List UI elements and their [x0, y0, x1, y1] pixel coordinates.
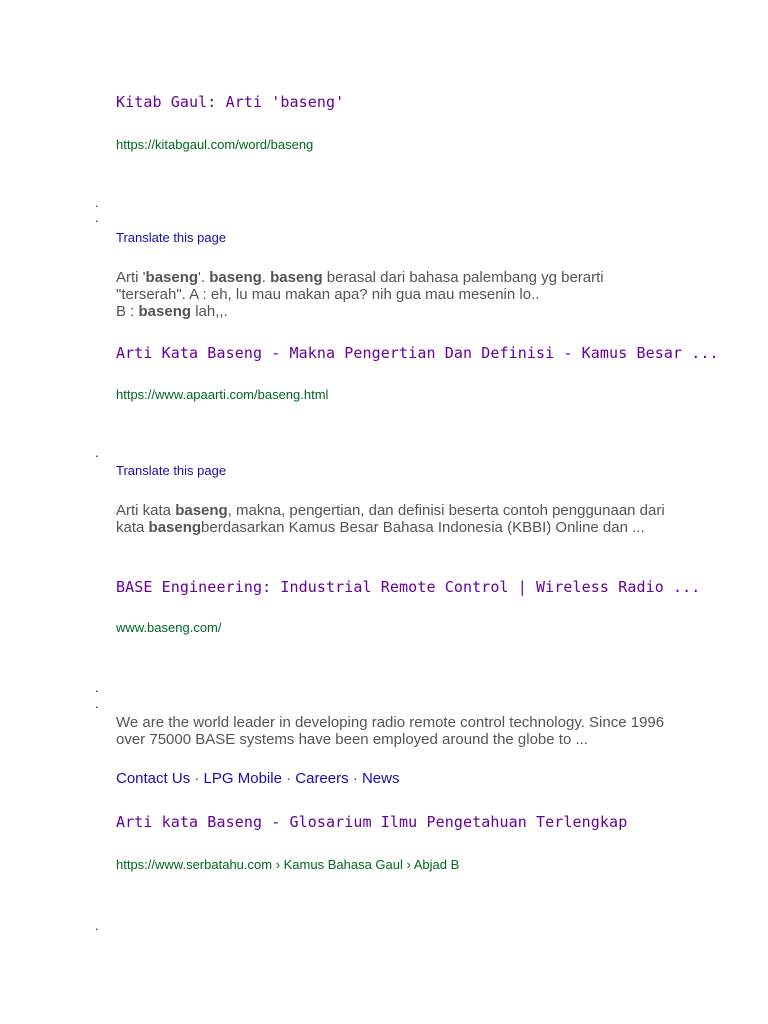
result-url-3[interactable]: www.baseng.com/: [116, 620, 222, 635]
result-snippet-1: Arti 'baseng'. baseng. baseng berasal dari bahasa palembang yg berarti "terserah". A : eh, lu mau makan apa? nih gua mau mesenin lo.. B : baseng lah,,.: [116, 269, 604, 320]
sitelink-careers[interactable]: Careers: [295, 770, 349, 787]
translate-link-1[interactable]: Translate this page: [116, 230, 227, 245]
result-title-3[interactable]: BASE Engineering: Industrial Remote Control | Wireless Radio ...: [116, 578, 701, 596]
bullet-dot: .: [95, 210, 99, 225]
sitelink-contact-us[interactable]: Contact Us: [116, 770, 191, 787]
sitelink-separator: ·: [281, 770, 296, 787]
result-url-2[interactable]: https://www.apaarti.com/baseng.html: [116, 387, 329, 402]
result-title-4[interactable]: Arti kata Baseng - Glosarium Ilmu Pengetahuan Terlengkap: [116, 813, 628, 831]
sitelink-separator: ·: [190, 770, 204, 787]
result-snippet-2: Arti kata baseng, makna, pengertian, dan definisi beserta contoh penggunaan dari kata basengberdasarkan Kamus Besar Bahasa Indonesia (KBBI) Online dan ...: [116, 502, 665, 536]
result-breadcrumb-4: [116, 857, 459, 872]
bullet-dot: .: [95, 680, 99, 695]
sitelink-lpg-mobile[interactable]: LPG Mobile: [203, 770, 282, 787]
bullet-dot: .: [95, 696, 99, 711]
result-snippet-3: We are the world leader in developing radio remote control technology. Since 1996 over 75000 BASE systems have been employed around the globe to ...: [116, 714, 665, 748]
result-title-1[interactable]: Kitab Gaul: Arti 'baseng': [116, 93, 345, 111]
breadcrumb-category[interactable]: Kamus Bahasa Gaul: [283, 857, 403, 872]
bullet-dot: .: [95, 445, 99, 460]
breadcrumb-separator: ›: [402, 857, 414, 872]
breadcrumb-separator: ›: [272, 857, 284, 872]
breadcrumb-domain[interactable]: https://www.serbatahu.com: [116, 857, 273, 872]
bullet-dot: .: [95, 918, 99, 933]
translate-link-2[interactable]: Translate this page: [116, 463, 227, 478]
bullet-dot: .: [95, 195, 99, 210]
sitelinks-row: [116, 770, 399, 787]
sitelink-separator: ·: [348, 770, 362, 787]
sitelink-news[interactable]: News: [361, 770, 400, 787]
result-url-1[interactable]: https://kitabgaul.com/word/baseng: [116, 137, 314, 152]
breadcrumb-subcategory[interactable]: Abjad B: [413, 857, 460, 872]
result-title-2[interactable]: Arti Kata Baseng - Makna Pengertian Dan Definisi - Kamus Besar ...: [116, 344, 719, 362]
